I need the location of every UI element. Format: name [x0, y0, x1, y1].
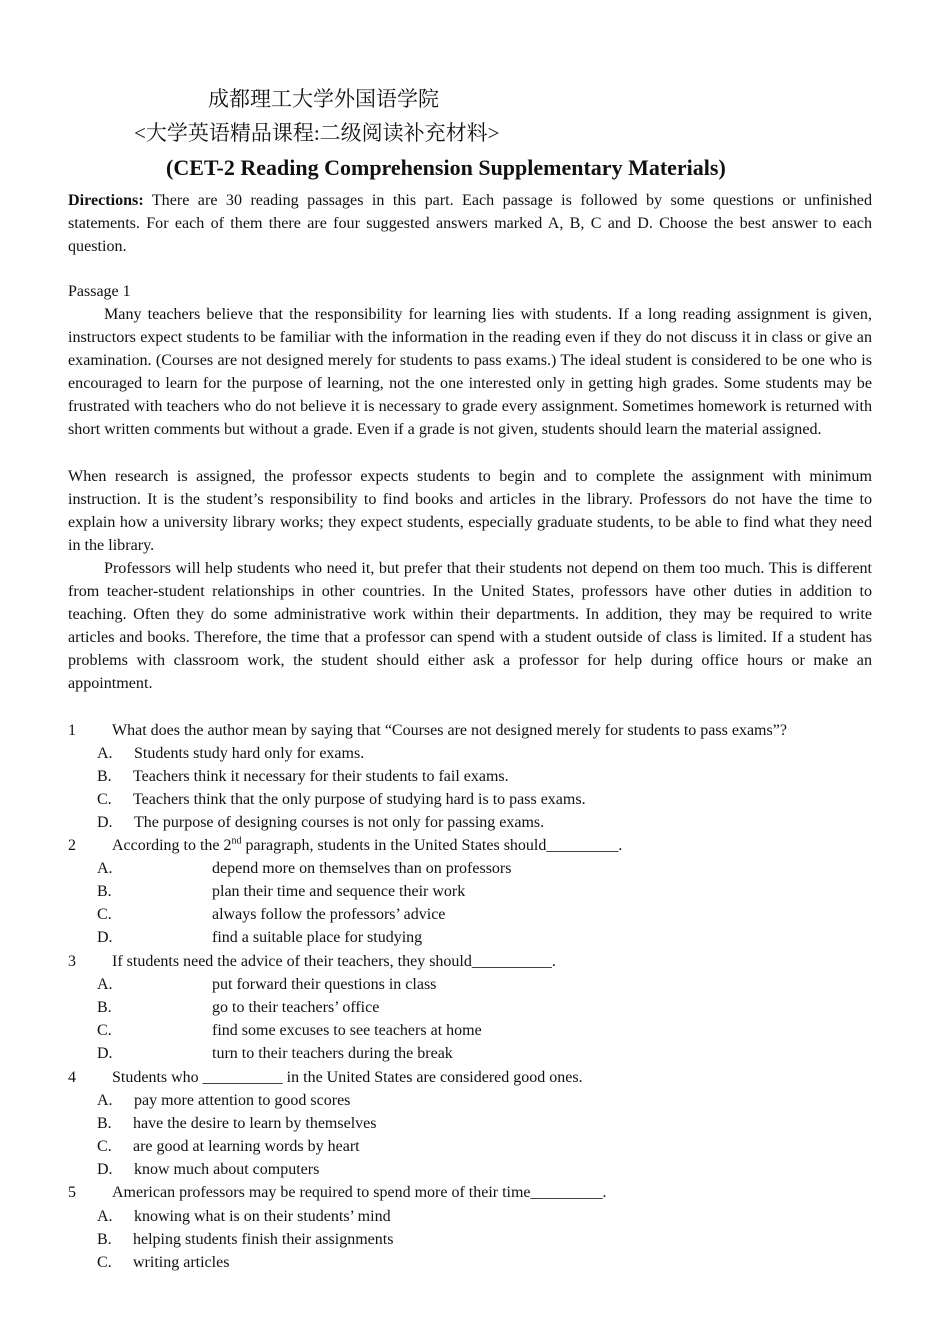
- option-letter: A.: [97, 1092, 113, 1109]
- option-letter: A.: [97, 745, 113, 762]
- option-letter: C.: [97, 1138, 112, 1155]
- option-letter: D.: [97, 1161, 113, 1178]
- option-letter: B.: [97, 1231, 112, 1248]
- institution-title: 成都理工大学外国语学院: [208, 87, 439, 111]
- question-text: If students need the advice of their teachers, they should__________.: [112, 953, 556, 970]
- option-letter: C.: [97, 906, 112, 923]
- option-letter: A.: [97, 976, 113, 993]
- option-text: turn to their teachers during the break: [212, 1045, 453, 1062]
- option-letter: C.: [97, 1254, 112, 1271]
- passage-paragraph-2: When research is assigned, the professor expects students to begin and to complete the assignment with minimum instruction. It is the student’s responsibility to find books and articles in the library. Professors do not have the time to explain how a university library works; they expect students, especially graduate students, to be able to find what they need in the library.: [68, 468, 872, 555]
- option-text: always follow the professors’ advice: [212, 906, 446, 923]
- option-letter: C.: [97, 791, 112, 808]
- option-letter: D.: [97, 814, 113, 831]
- option-text: plan their time and sequence their work: [212, 883, 466, 900]
- question-text: According to the 2nd paragraph, students in the United States should_________.: [112, 835, 623, 854]
- option-text: Students study hard only for exams.: [134, 745, 365, 762]
- option-letter: B.: [97, 999, 112, 1016]
- option-letter: B.: [97, 1115, 112, 1132]
- option-text: find a suitable place for studying: [212, 929, 423, 946]
- option-letter: B.: [97, 883, 112, 900]
- option-letter: D.: [97, 929, 113, 946]
- passage-paragraph-3: Professors will help students who need it, but prefer that their students not depend on them too much. This is different from teacher-student relationships in other countries. In the United States, professors have other duties in addition to teaching. Often they do some administrative work within their departments. In addition, they may be required to write articles and books. Therefore, the time that a professor can spend with a student outside of class is limited. If a student has problems with classroom work, the student should either ask a professor for help during office hours or make an appointment.: [68, 560, 872, 693]
- option-letter: A.: [97, 860, 113, 877]
- question-number: 2: [68, 837, 76, 854]
- option-text: put forward their questions in class: [212, 976, 437, 993]
- option-text: The purpose of designing courses is not only for passing exams.: [134, 814, 545, 831]
- option-text: pay more attention to good scores: [134, 1092, 351, 1109]
- option-text: know much about computers: [134, 1161, 320, 1178]
- option-letter: A.: [97, 1208, 113, 1225]
- option-text: find some excuses to see teachers at home: [212, 1022, 482, 1039]
- option-text: knowing what is on their students’ mind: [134, 1208, 391, 1225]
- option-text: Teachers think it necessary for their students to fail exams.: [133, 768, 509, 785]
- option-text: Teachers think that the only purpose of studying hard is to pass exams.: [133, 791, 586, 808]
- question-text: Students who __________ in the United States are considered good ones.: [112, 1069, 583, 1086]
- option-letter: C.: [97, 1022, 112, 1039]
- option-text: go to their teachers’ office: [212, 999, 380, 1016]
- directions-text: There are 30 reading passages in this part. Each passage is followed by some questions or unfinished statements. For each of them there are four suggested answers marked A, B, C and D. Choose the best answer to each question.: [68, 192, 872, 256]
- option-letter: D.: [97, 1045, 113, 1062]
- question-number: 4: [68, 1069, 76, 1086]
- option-text: have the desire to learn by themselves: [133, 1115, 377, 1132]
- option-text: writing articles: [133, 1254, 230, 1271]
- question-number: 1: [68, 722, 76, 739]
- directions: [68, 189, 872, 258]
- question-number: 5: [68, 1184, 76, 1201]
- passage-label: Passage 1: [68, 283, 131, 300]
- option-text: depend more on themselves than on professors: [212, 860, 512, 877]
- passage-paragraph-1: Many teachers believe that the responsibility for learning lies with students. If a long reading assignment is given, instructors expect students to be familiar with the information in the reading even if they do not discuss it in class or give an examination. (Courses are not designed merely for students to pass exams.) The ideal student is considered to be one who is encouraged to learn for the purpose of learning, not the one interested only in getting high grades. Some students may be frustrated with teachers who do not believe it is necessary to grade every assignment. Sometimes homework is returned with short written comments but without a grade. Even if a grade is not given, students should learn the material assigned.: [68, 306, 872, 439]
- option-text: are good at learning words by heart: [133, 1138, 360, 1155]
- option-text: helping students finish their assignments: [133, 1231, 394, 1248]
- option-letter: B.: [97, 768, 112, 785]
- question-text: What does the author mean by saying that “Courses are not designed merely for students to pass exams”?: [112, 722, 787, 739]
- course-title: <大学英语精品课程:二级阅读补充材料>: [134, 121, 500, 145]
- question-text: American professors may be required to spend more of their time_________.: [112, 1184, 607, 1201]
- question-number: 3: [68, 953, 76, 970]
- directions-label: Directions:: [68, 192, 144, 209]
- page-title: (CET-2 Reading Comprehension Supplementary Materials): [166, 155, 726, 180]
